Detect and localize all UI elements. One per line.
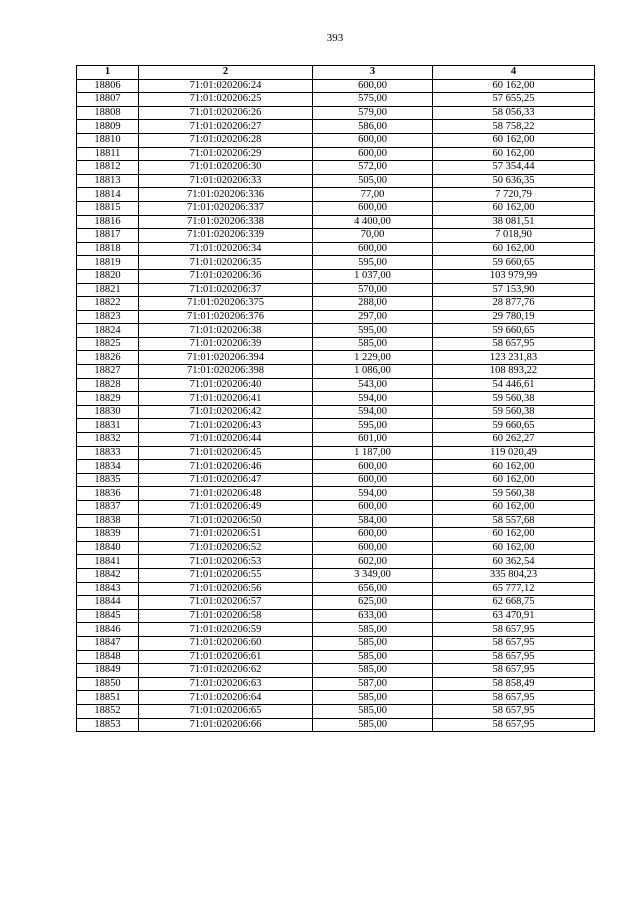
cadastral-number-cell: 71:01:020206:375 [139,297,313,311]
value-cell: 58 657,95 [433,623,595,637]
cadastral-number-cell: 71:01:020206:52 [139,541,313,555]
value-cell: 60 162,00 [433,460,595,474]
row-number-cell: 18829 [77,392,139,406]
value-cell: 60 162,00 [433,541,595,555]
table-row [77,501,595,515]
table-row [77,568,595,582]
value-cell: 58 657,95 [433,664,595,678]
value-cell: 58 657,95 [433,704,595,718]
row-number-cell: 18811 [77,147,139,161]
cadastral-number-cell: 71:01:020206:376 [139,310,313,324]
table-row [77,419,595,433]
table-row [77,201,595,215]
table-row [77,582,595,596]
cadastral-number-cell: 71:01:020206:64 [139,691,313,705]
area-cell: 1 229,00 [313,351,433,365]
row-number-cell: 18841 [77,555,139,569]
row-number-cell: 18823 [77,310,139,324]
cadastral-number-cell: 71:01:020206:57 [139,596,313,610]
cadastral-number-cell: 71:01:020206:37 [139,283,313,297]
row-number-cell: 18824 [77,324,139,338]
area-cell: 570,00 [313,283,433,297]
row-number-cell: 18834 [77,460,139,474]
row-number-cell: 18830 [77,405,139,419]
table-row [77,242,595,256]
table-row [77,609,595,623]
value-cell: 60 162,00 [433,242,595,256]
table-row [77,392,595,406]
row-number-cell: 18810 [77,133,139,147]
area-cell: 585,00 [313,623,433,637]
value-cell: 54 446,61 [433,378,595,392]
area-cell: 579,00 [313,106,433,120]
cadastral-number-cell: 71:01:020206:65 [139,704,313,718]
value-cell: 58 657,95 [433,337,595,351]
area-cell: 585,00 [313,718,433,732]
cadastral-number-cell: 71:01:020206:39 [139,337,313,351]
table-row [77,555,595,569]
column-header: 4 [433,66,595,80]
table-row [77,718,595,732]
value-cell: 57 354,44 [433,161,595,175]
value-cell: 59 560,38 [433,405,595,419]
area-cell: 600,00 [313,133,433,147]
value-cell: 59 560,38 [433,487,595,501]
cadastral-number-cell: 71:01:020206:40 [139,378,313,392]
area-cell: 585,00 [313,337,433,351]
table-row [77,446,595,460]
table-row [77,283,595,297]
table-row [77,405,595,419]
table-row [77,351,595,365]
value-cell: 60 162,00 [433,133,595,147]
table-row [77,256,595,270]
row-number-cell: 18816 [77,215,139,229]
row-number-cell: 18851 [77,691,139,705]
value-cell: 28 877,76 [433,297,595,311]
row-number-cell: 18819 [77,256,139,270]
area-cell: 586,00 [313,120,433,134]
table-row [77,704,595,718]
value-cell: 59 660,65 [433,419,595,433]
row-number-cell: 18847 [77,636,139,650]
row-number-cell: 18826 [77,351,139,365]
table-row [77,269,595,283]
table-header-row [77,66,595,80]
value-cell: 38 081,51 [433,215,595,229]
value-cell: 60 162,00 [433,201,595,215]
area-cell: 600,00 [313,242,433,256]
column-header: 1 [77,66,139,80]
value-cell: 29 780,19 [433,310,595,324]
cadastral-number-cell: 71:01:020206:44 [139,433,313,447]
cadastral-number-cell: 71:01:020206:337 [139,201,313,215]
table-row [77,106,595,120]
cadastral-number-cell: 71:01:020206:51 [139,528,313,542]
row-number-cell: 18807 [77,93,139,107]
data-table [76,65,595,732]
value-cell: 108 893,22 [433,365,595,379]
table-row [77,324,595,338]
table-row [77,174,595,188]
area-cell: 575,00 [313,93,433,107]
row-number-cell: 18808 [77,106,139,120]
value-cell: 58 056,33 [433,106,595,120]
table-row [77,473,595,487]
table-row [77,188,595,202]
cadastral-number-cell: 71:01:020206:339 [139,229,313,243]
cadastral-number-cell: 71:01:020206:29 [139,147,313,161]
area-cell: 594,00 [313,392,433,406]
area-cell: 1 037,00 [313,269,433,283]
row-number-cell: 18827 [77,365,139,379]
cadastral-number-cell: 71:01:020206:48 [139,487,313,501]
table-row [77,93,595,107]
cadastral-number-cell: 71:01:020206:25 [139,93,313,107]
row-number-cell: 18818 [77,242,139,256]
value-cell: 60 162,00 [433,528,595,542]
table-row [77,664,595,678]
area-cell: 585,00 [313,691,433,705]
page-number: 393 [326,32,344,44]
table-row [77,161,595,175]
area-cell: 587,00 [313,677,433,691]
row-number-cell: 18843 [77,582,139,596]
area-cell: 595,00 [313,324,433,338]
row-number-cell: 18844 [77,596,139,610]
table-row [77,133,595,147]
cadastral-number-cell: 71:01:020206:45 [139,446,313,460]
area-cell: 70,00 [313,229,433,243]
area-cell: 572,00 [313,161,433,175]
cadastral-number-cell: 71:01:020206:50 [139,514,313,528]
cadastral-number-cell: 71:01:020206:26 [139,106,313,120]
cadastral-number-cell: 71:01:020206:398 [139,365,313,379]
cadastral-number-cell: 71:01:020206:55 [139,568,313,582]
table-row [77,297,595,311]
table-row [77,433,595,447]
table-row [77,691,595,705]
area-cell: 601,00 [313,433,433,447]
table-row [77,636,595,650]
row-number-cell: 18832 [77,433,139,447]
row-number-cell: 18815 [77,201,139,215]
row-number-cell: 18850 [77,677,139,691]
area-cell: 595,00 [313,256,433,270]
table-row [77,677,595,691]
table-row [77,365,595,379]
cadastral-number-cell: 71:01:020206:35 [139,256,313,270]
cadastral-number-cell: 71:01:020206:43 [139,419,313,433]
value-cell: 60 362,54 [433,555,595,569]
column-header: 3 [313,66,433,80]
area-cell: 585,00 [313,636,433,650]
cadastral-number-cell: 71:01:020206:34 [139,242,313,256]
area-cell: 600,00 [313,201,433,215]
cadastral-number-cell: 71:01:020206:59 [139,623,313,637]
row-number-cell: 18820 [77,269,139,283]
row-number-cell: 18825 [77,337,139,351]
area-cell: 625,00 [313,596,433,610]
table-row [77,650,595,664]
area-cell: 1 086,00 [313,365,433,379]
row-number-cell: 18836 [77,487,139,501]
area-cell: 4 400,00 [313,215,433,229]
area-cell: 600,00 [313,147,433,161]
value-cell: 60 162,00 [433,473,595,487]
area-cell: 3 349,00 [313,568,433,582]
value-cell: 7 720,79 [433,188,595,202]
table-row [77,147,595,161]
table-row [77,596,595,610]
row-number-cell: 18853 [77,718,139,732]
value-cell: 58 758,22 [433,120,595,134]
row-number-cell: 18821 [77,283,139,297]
value-cell: 58 657,95 [433,718,595,732]
value-cell: 123 231,83 [433,351,595,365]
cadastral-number-cell: 71:01:020206:66 [139,718,313,732]
cadastral-number-cell: 71:01:020206:63 [139,677,313,691]
row-number-cell: 18812 [77,161,139,175]
table-row [77,623,595,637]
row-number-cell: 18814 [77,188,139,202]
table-body [77,79,595,732]
cadastral-number-cell: 71:01:020206:33 [139,174,313,188]
area-cell: 600,00 [313,460,433,474]
row-number-cell: 18809 [77,120,139,134]
area-cell: 543,00 [313,378,433,392]
row-number-cell: 18839 [77,528,139,542]
value-cell: 63 470,91 [433,609,595,623]
table-row [77,378,595,392]
row-number-cell: 18845 [77,609,139,623]
area-cell: 633,00 [313,609,433,623]
value-cell: 60 162,00 [433,147,595,161]
area-cell: 595,00 [313,419,433,433]
cadastral-number-cell: 71:01:020206:60 [139,636,313,650]
row-number-cell: 18831 [77,419,139,433]
area-cell: 505,00 [313,174,433,188]
cadastral-number-cell: 71:01:020206:28 [139,133,313,147]
row-number-cell: 18849 [77,664,139,678]
table-row [77,337,595,351]
table-row [77,215,595,229]
cadastral-number-cell: 71:01:020206:53 [139,555,313,569]
cadastral-number-cell: 71:01:020206:46 [139,460,313,474]
value-cell: 58 557,68 [433,514,595,528]
cadastral-number-cell: 71:01:020206:27 [139,120,313,134]
row-number-cell: 18838 [77,514,139,528]
area-cell: 594,00 [313,405,433,419]
value-cell: 65 777,12 [433,582,595,596]
column-header: 2 [139,66,313,80]
area-cell: 584,00 [313,514,433,528]
value-cell: 58 657,95 [433,691,595,705]
value-cell: 62 668,75 [433,596,595,610]
area-cell: 585,00 [313,664,433,678]
cadastral-number-cell: 71:01:020206:36 [139,269,313,283]
row-number-cell: 18842 [77,568,139,582]
area-cell: 600,00 [313,541,433,555]
cadastral-number-cell: 71:01:020206:336 [139,188,313,202]
value-cell: 60 162,00 [433,501,595,515]
row-number-cell: 18828 [77,378,139,392]
value-cell: 57 153,90 [433,283,595,297]
value-cell: 58 657,95 [433,650,595,664]
cadastral-number-cell: 71:01:020206:62 [139,664,313,678]
value-cell: 60 162,00 [433,79,595,93]
area-cell: 77,00 [313,188,433,202]
cadastral-number-cell: 71:01:020206:58 [139,609,313,623]
value-cell: 57 655,25 [433,93,595,107]
area-cell: 600,00 [313,79,433,93]
table-row [77,229,595,243]
row-number-cell: 18822 [77,297,139,311]
area-cell: 288,00 [313,297,433,311]
area-cell: 585,00 [313,650,433,664]
value-cell: 60 262,27 [433,433,595,447]
row-number-cell: 18840 [77,541,139,555]
area-cell: 585,00 [313,704,433,718]
area-cell: 600,00 [313,501,433,515]
cadastral-number-cell: 71:01:020206:30 [139,161,313,175]
area-cell: 600,00 [313,473,433,487]
table-row [77,487,595,501]
row-number-cell: 18837 [77,501,139,515]
table-row [77,310,595,324]
cadastral-number-cell: 71:01:020206:49 [139,501,313,515]
table-row [77,460,595,474]
cadastral-number-cell: 71:01:020206:394 [139,351,313,365]
row-number-cell: 18846 [77,623,139,637]
table-row [77,541,595,555]
cadastral-number-cell: 71:01:020206:41 [139,392,313,406]
row-number-cell: 18806 [77,79,139,93]
value-cell: 119 020,49 [433,446,595,460]
value-cell: 58 858,49 [433,677,595,691]
area-cell: 594,00 [313,487,433,501]
value-cell: 59 560,38 [433,392,595,406]
cadastral-number-cell: 71:01:020206:61 [139,650,313,664]
row-number-cell: 18833 [77,446,139,460]
value-cell: 335 804,23 [433,568,595,582]
value-cell: 50 636,35 [433,174,595,188]
area-cell: 656,00 [313,582,433,596]
table-row [77,514,595,528]
value-cell: 7 018,90 [433,229,595,243]
row-number-cell: 18813 [77,174,139,188]
value-cell: 59 660,65 [433,324,595,338]
area-cell: 297,00 [313,310,433,324]
cadastral-number-cell: 71:01:020206:42 [139,405,313,419]
area-cell: 1 187,00 [313,446,433,460]
cadastral-number-cell: 71:01:020206:24 [139,79,313,93]
row-number-cell: 18852 [77,704,139,718]
row-number-cell: 18848 [77,650,139,664]
row-number-cell: 18817 [77,229,139,243]
area-cell: 602,00 [313,555,433,569]
table-row [77,528,595,542]
cadastral-number-cell: 71:01:020206:338 [139,215,313,229]
value-cell: 59 660,65 [433,256,595,270]
area-cell: 600,00 [313,528,433,542]
cadastral-number-cell: 71:01:020206:47 [139,473,313,487]
table-row [77,120,595,134]
row-number-cell: 18835 [77,473,139,487]
table-row [77,79,595,93]
value-cell: 103 979,99 [433,269,595,283]
value-cell: 58 657,95 [433,636,595,650]
cadastral-number-cell: 71:01:020206:56 [139,582,313,596]
cadastral-number-cell: 71:01:020206:38 [139,324,313,338]
